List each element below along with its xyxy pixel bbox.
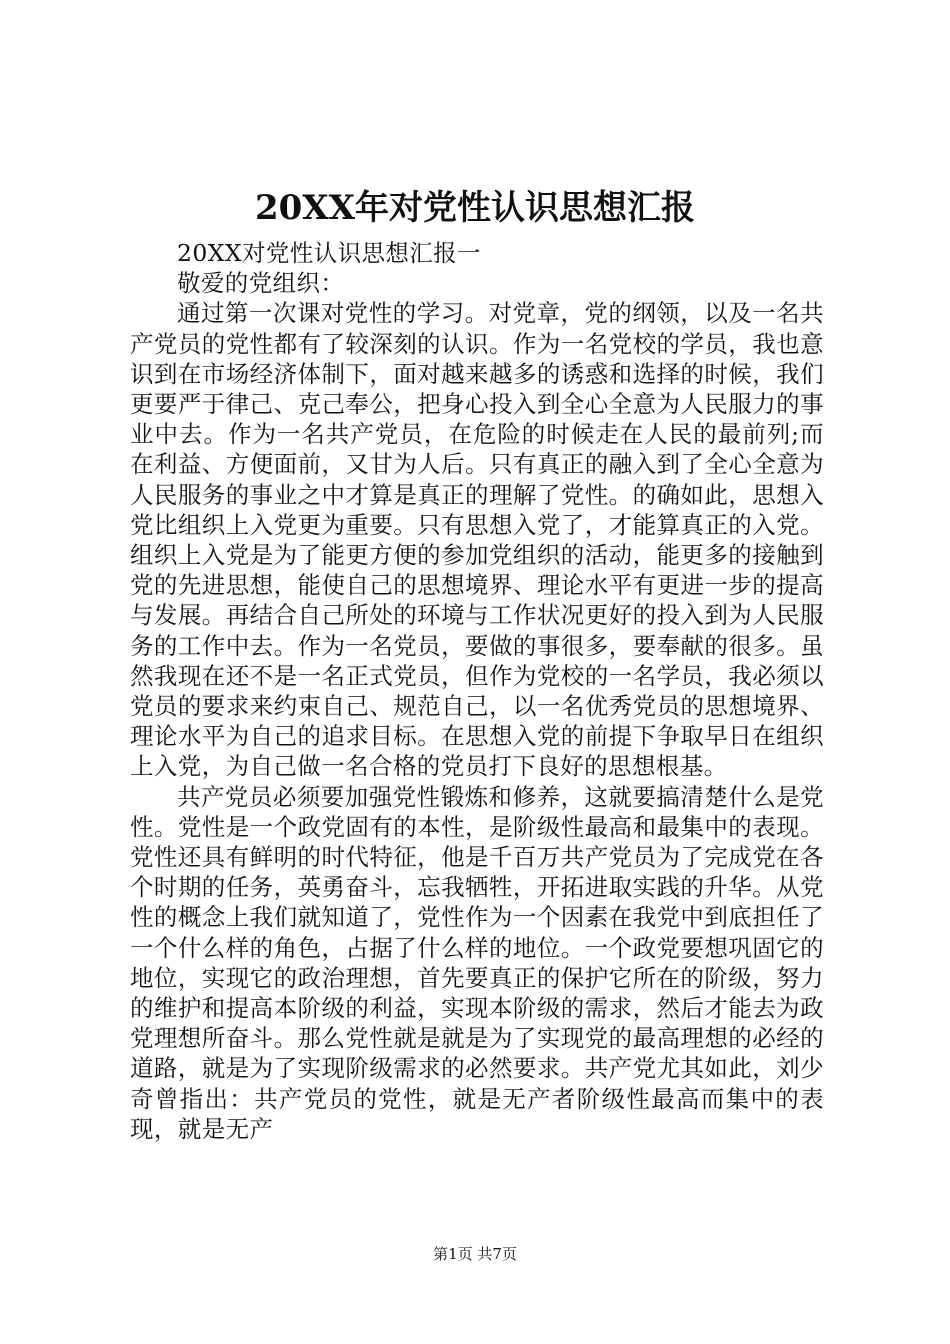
page-footer: 第1页 共7页: [433, 1245, 517, 1263]
paragraph-2: 共产党员必须要加强党性锻炼和修养，这就要搞清楚什么是党性。党性是一个政党固有的本性，是阶级性最高和最集中的表现。党性还具有鲜明的时代特征，他是千百万共产党员为了完成党在各个时期的任务，英勇奋斗，忘我牺牲，开拓进取实践的升华。从党性的概念上我们就知道了，党性作为一个因素在我党中到底担任了一个什么样的角色，占据了什么样的地位。一个政党要想巩固它的地位，实现它的政治理想，首先要真正的保护它所在的阶级，努力的维护和提高本阶级的利益，实现本阶级的需求，然后才能去为政党理想所奋斗。那么党性就是就是为了实现党的最高理想的必经的道路，就是为了实现阶级需求的必然要求。共产党尤其如此，刘少奇曾指出：共产党员的党性，就是无产者阶级性最高而集中的表现，就是无产: [130, 782, 824, 1143]
document-body: [130, 238, 824, 1144]
subtitle-line: 20XX对党性认识思想汇报一: [177, 239, 481, 267]
document-title: 20XX年对党性认识思想汇报: [254, 188, 696, 228]
salutation-line: 敬爱的党组织：: [177, 269, 345, 298]
paragraph-1: 通过第一次课对党性的学习。对党章，党的纲领，以及一名共产党员的党性都有了较深刻的认识。作为一名党校的学员，我也意识到在市场经济体制下，面对越来越多的诱惑和选择的时候，我们更要严于律己、克己奉公，把身心投入到全心全意为人民服力的事业中去。作为一名共产党员，在危险的时候走在人民的最前列;而在利益、方便面前，又甘为人后。只有真正的融入到了全心全意为人民服务的事业之中才算是真正的理解了党性。的确如此，思想入党比组织上入党更为重要。只有思想入党了，才能算真正的入党。组织上入党是为了能更方便的参加党组织的活动，能更多的接触到党的先进思想，能使自己的思想境界、理论水平有更进一步的提高与发展。再结合自己所处的环境与工作状况更好的投入到为人民服务的工作中去。作为一名党员，要做的事很多，要奉献的很多。虽然我现在还不是一名正式党员，但作为党校的一名学员，我必须以党员的要求来约束自己、规范自己，以一名优秀党员的思想境界、理论水平为自己的追求目标。在思想入党的前提下争取早日在组织上入党，为自己做一名合格的党员打下良好的思想根基。: [130, 299, 824, 781]
